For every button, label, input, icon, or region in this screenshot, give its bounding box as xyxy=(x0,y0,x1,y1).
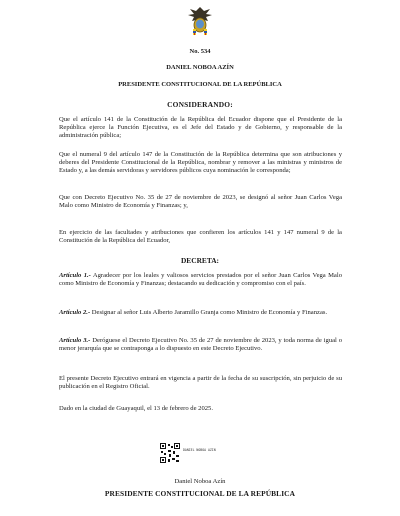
considerando-paragraph: Que el artículo 141 de la Constitución de la República del Ecuador dispone que el Presidente de la República ejerce la Función Ejecutiva, es el Jefe del Estado y de Gobierno, y responsable de la administración pública; xyxy=(59,116,342,140)
date-place: Dado en la ciudad de Guayaquil, el 13 de febrero de 2025. xyxy=(59,405,213,412)
signer-title: PRESIDENTE CONSTITUCIONAL DE LA REPÚBLICA xyxy=(104,489,296,498)
article-label: Artículo 3.- xyxy=(59,337,91,344)
president-name: DANIEL NOBOA AZÍN xyxy=(166,64,234,71)
considerando-paragraph: Que el numeral 9 del artículo 147 de la Constitución de la República determina que son atribuciones y deberes del Presidente Constitucional de la República, nombrar y remover a las ministras y ministros de Estado y, a las demás servidoras y servidores públicos cuya nominación le corresponda; xyxy=(59,151,342,175)
signer-name: Daniel Noboa Azín xyxy=(174,478,226,485)
qr-code-icon xyxy=(160,443,180,463)
coat-of-arms-icon xyxy=(187,6,213,36)
article-text: Deróguese el Decreto Ejecutivo No. 35 de 27 de noviembre de 2023, y toda norma de igual o menor jerarquía que se contraponga a lo dispuesto en este Decreto Ejecutivo. xyxy=(59,337,343,353)
article-label: Artículo 1.- xyxy=(59,272,91,279)
article-text: Designar al señor Luis Alberto Jaramillo Granja como Ministro de Economía y Finanzas. xyxy=(90,309,328,316)
decreta-heading: DECRETA: xyxy=(180,256,220,265)
considerando-paragraph: En ejercicio de las facultades y atribuciones que confieren los artículos 141 y 147 numeral 9 de la Constitución de la República del Ecuador, xyxy=(59,229,342,245)
article-1 xyxy=(59,272,342,288)
article-3 xyxy=(59,337,342,353)
decree-number: No. 534 xyxy=(189,48,211,55)
president-title: PRESIDENTE CONSTITUCIONAL DE LA REPÚBLICA xyxy=(118,81,282,88)
considerando-paragraph: Que con Decreto Ejecutivo No. 35 de 27 de noviembre de 2023, se designó al señor Juan Carlos Vega Malo como Ministro de Economía y Finanzas; y, xyxy=(59,194,342,210)
final-disposition: El presente Decreto Ejecutivo entrará en vigencia a partir de la fecha de su suscripción, sin perjuicio de su publicación en el Registro Oficial. xyxy=(59,375,342,391)
article-label: Artículo 2.- xyxy=(59,309,91,316)
considerando-heading: CONSIDERANDO: xyxy=(167,100,233,109)
article-2 xyxy=(59,309,342,317)
article-text: Agradecer por los leales y valiosos servicios prestados por el señor Juan Carlos Vega Malo como Ministro de Economía y Finanzas; destacando su dedicación y compromiso con el país. xyxy=(59,272,342,288)
digital-signature-caption: DANIEL NOBOA AZIN xyxy=(183,448,216,452)
